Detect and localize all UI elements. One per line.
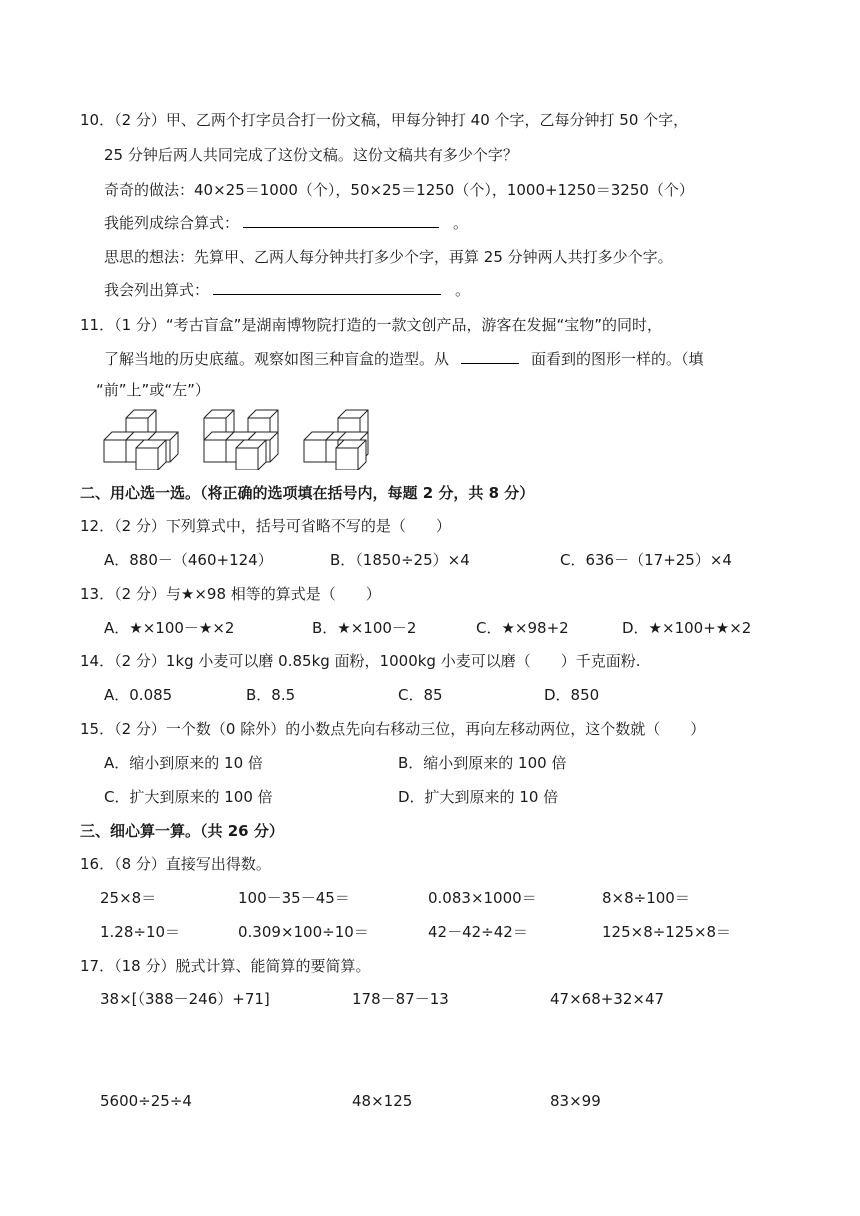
q10-answer-blank-1[interactable] xyxy=(243,213,439,228)
q17-item: 178－87－13 xyxy=(352,990,449,1008)
q10-formula-label: 我会列出算式： xyxy=(104,281,210,299)
q10-formula-row xyxy=(104,280,470,300)
q16-item: 0.083×1000＝ xyxy=(428,889,537,907)
q10-answer-blank-2[interactable] xyxy=(213,280,441,295)
q10-sisi-method: 思思的想法：先算甲、乙两人每分钟共打多少个字，再算 25 分钟两人共打多少个字。 xyxy=(104,248,673,266)
cube-figure-3 xyxy=(304,410,368,470)
q16-item: 125×8÷125×8＝ xyxy=(602,923,732,941)
q17-item: 48×125 xyxy=(352,1092,413,1110)
q17-item: 5600÷25÷4 xyxy=(100,1092,192,1110)
section-2-heading: 二、用心选一选。（将正确的选项填在括号内，每题 2 分，共 8 分） xyxy=(80,484,535,502)
q14-stem: 14．（2 分）1kg 小麦可以磨 0.85kg 面粉，1000kg 小麦可以磨（ ）千克面粉. xyxy=(80,652,641,670)
q10-line-1: 10．（2 分）甲、乙两个打字员合打一份文稿，甲每分钟打 40 个字，乙每分钟打 50 个字， xyxy=(80,111,689,129)
q15-option-b[interactable]: B．缩小到原来的 100 倍 xyxy=(398,754,567,772)
q13-option-d[interactable]: D．★×100+★×2 xyxy=(622,619,752,637)
q13-option-c[interactable]: C．★×98+2 xyxy=(476,619,569,637)
q11-line-2-suffix: 面看到的图形一样的。（填 xyxy=(531,350,704,368)
q16-item: 8×8÷100＝ xyxy=(602,889,690,907)
q14-option-b[interactable]: B．8.5 xyxy=(246,686,296,704)
q16-stem: 16．（8 分）直接写出得数。 xyxy=(80,855,271,873)
q11-line-1: 11．（1 分）“考古盲盒”是湖南博物院打造的一款文创产品，游客在发掘“宝物”的同时， xyxy=(80,316,662,334)
q13-option-a[interactable]: A．★×100－★×2 xyxy=(104,619,235,637)
q16-item: 42－42÷42＝ xyxy=(428,923,528,941)
section-3-heading: 三、细心算一算。（共 26 分） xyxy=(80,822,284,840)
q11-line-2-prefix: 了解当地的历史底蕴。观察如图三种盲盒的造型。从 xyxy=(104,350,450,368)
q10-combined-formula-row xyxy=(104,213,468,233)
q12-option-b[interactable]: B．（1850÷25）×4 xyxy=(330,551,470,569)
q16-item: 1.28÷10＝ xyxy=(100,923,181,941)
q17-item: 38×[（388－246）+71] xyxy=(100,990,270,1008)
cube-figure-2 xyxy=(204,410,278,470)
q16-item: 100－35－45＝ xyxy=(238,889,350,907)
q17-stem: 17．（18 分）脱式计算、能简算的要简算。 xyxy=(80,957,371,975)
q11-answer-blank[interactable] xyxy=(461,349,519,364)
q14-option-d[interactable]: D．850 xyxy=(544,686,600,704)
q15-option-c[interactable]: C．扩大到原来的 100 倍 xyxy=(104,788,273,806)
q12-option-c[interactable]: C．636－（17+25）×4 xyxy=(560,551,732,569)
q10-line-2: 25 分钟后两人共同完成了这份文稿。这份文稿共有多少个字？ xyxy=(104,146,518,164)
q15-option-d[interactable]: D．扩大到原来的 10 倍 xyxy=(398,788,559,806)
q10-qiqi-method: 奇奇的做法：40×25＝1000（个），50×25＝1250（个），1000+1250＝3250（个） xyxy=(104,181,694,199)
q12-option-a[interactable]: A．880－（460+124） xyxy=(104,551,273,569)
q17-item: 47×68+32×47 xyxy=(550,990,665,1008)
q15-option-a[interactable]: A．缩小到原来的 10 倍 xyxy=(104,754,263,772)
q11-line-2 xyxy=(104,349,704,369)
q16-item: 25×8＝ xyxy=(100,889,157,907)
q12-stem: 12．（2 分）下列算式中，括号可省略不写的是（ ） xyxy=(80,517,451,535)
q16-item: 0.309×100÷10＝ xyxy=(238,923,369,941)
q17-item: 83×99 xyxy=(550,1092,601,1110)
q13-stem: 13．（2 分）与★×98 相等的算式是（ ） xyxy=(80,585,381,603)
q10-combined-label: 我能列成综合算式： xyxy=(104,214,240,232)
q14-option-a[interactable]: A．0.085 xyxy=(104,686,173,704)
q15-stem: 15．（2 分）一个数（0 除外）的小数点先向右移动三位，再向左移动两位，这个数就（ ） xyxy=(80,720,706,738)
q10-period-1: 。 xyxy=(453,214,469,232)
cube-figure-1 xyxy=(104,410,178,470)
q10-period-2: 。 xyxy=(455,281,471,299)
q14-option-c[interactable]: C．85 xyxy=(398,686,443,704)
q13-option-b[interactable]: B．★×100－2 xyxy=(312,619,417,637)
blind-box-cube-figures xyxy=(100,408,390,470)
q11-line-3: “前”上”或“左”） xyxy=(96,381,210,399)
